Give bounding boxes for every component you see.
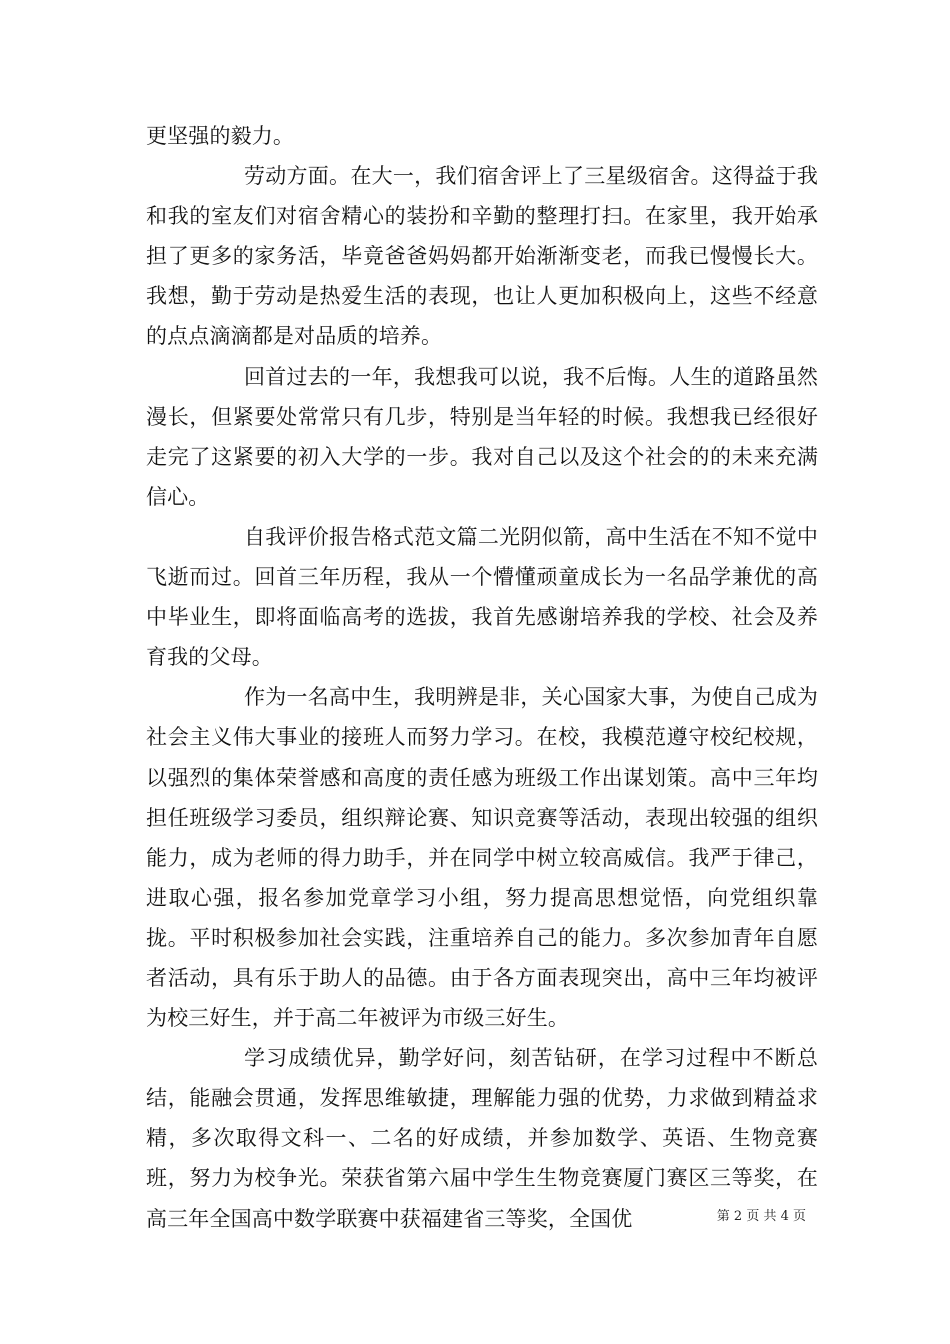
document-body — [146, 116, 818, 1239]
paragraph-2: 劳动方面。在大一，我们宿舍评上了三星级宿舍。这得益于我和我的室友们对宿舍精心的装扮和辛勤的整理打扫。在家里，我开始承担了更多的家务活，毕竟爸爸妈妈都开始渐渐变老，而我已慢慢长大。我想，勤于劳动是热爱生活的表现，也让人更加积极向上，这些不经意的点点滴滴都是对品质的培养。 — [146, 164, 818, 349]
paragraph-4: 自我评价报告格式范文篇二光阴似箭，高中生活在不知不觉中飞逝而过。回首三年历程，我从一个懵懂顽童成长为一名品学兼优的高中毕业生，即将面临高考的选拔，我首先感谢培养我的学校、社会及养育我的父母。 — [146, 524, 818, 670]
page-number-footer: 第 2 页 共 4 页 — [716, 1209, 806, 1224]
paragraph-5: 作为一名高中生，我明辨是非，关心国家大事，为使自己成为社会主义伟大事业的接班人而努力学习。在校，我模范遵守校纪校规，以强烈的集体荣誉感和高度的责任感为班级工作出谋划策。高中三年均担任班级学习委员，组织辩论赛、知识竞赛等活动，表现出较强的组织能力，成为老师的得力助手，并在同学中树立较高威信。我严于律己，进取心强，报名参加党章学习小组，努力提高思想觉悟，向党组织靠拢。平时积极参加社会实践，注重培养自己的能力。多次参加青年自愿者活动，具有乐于助人的品德。由于各方面表现突出，高中三年均被评为校三好生，并于高二年被评为市级三好生。 — [146, 685, 818, 1031]
paragraph-3: 回首过去的一年，我想我可以说，我不后悔。人生的道路虽然漫长，但紧要处常常只有几步，特别是当年轻的时候。我想我已经很好走完了这紧要的初入大学的一步。我对自己以及这个社会的的未来充满信心。 — [146, 364, 818, 509]
paragraph-6: 学习成绩优异，勤学好问，刻苦钻研，在学习过程中不断总结，能融会贯通，发挥思维敏捷，理解能力强的优势，力求做到精益求精，多次取得文科一、二名的好成绩，并参加数学、英语、生物竞赛班，努力为校争光。荣获省第六届中学生生物竞赛厦门赛区三等奖，在高三年全国高中数学联赛中获福建省三等奖，全国优 — [146, 1046, 818, 1231]
paragraph-1: 更坚强的毅力。 — [146, 124, 295, 148]
